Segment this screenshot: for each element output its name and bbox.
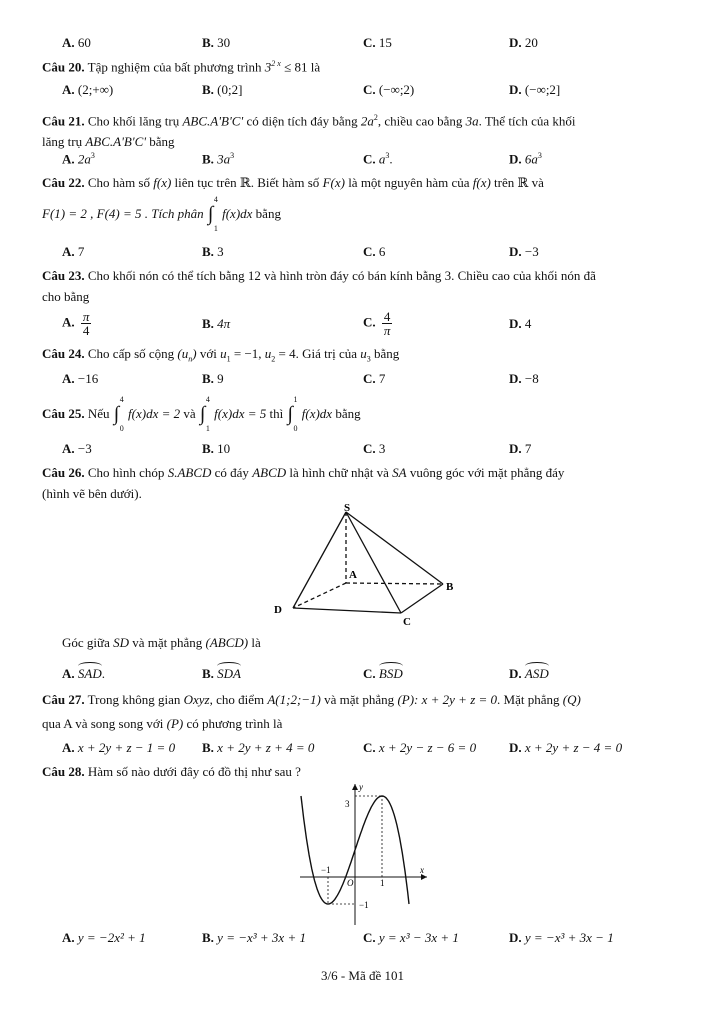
- y-label: y: [359, 782, 363, 792]
- q21-option-a: 2a: [77, 151, 91, 167]
- pyramid-figure: [268, 500, 468, 630]
- q24-option-b: 9: [217, 371, 224, 386]
- q20-option-c: (−∞;2): [378, 82, 415, 97]
- integral-sign: ∫ 4 1: [207, 195, 218, 233]
- q22-option-d: −3: [524, 244, 539, 259]
- page-footer: 3/6 - Mã đề 101: [320, 968, 405, 983]
- q28-option-a: y = −2x² + 1: [77, 930, 146, 945]
- q26-option-b: SDA: [217, 662, 241, 682]
- q27-option-d: x + 2y + z − 4 = 0: [524, 740, 623, 755]
- q26-option-c: BSD: [379, 662, 403, 682]
- edge-ad: [293, 583, 346, 608]
- q22-option-a: 7: [77, 244, 85, 259]
- q23-option-b: 4π: [217, 316, 231, 331]
- q22-option-c: 6: [378, 244, 386, 259]
- q23-option-a: $\frac{\pi}{4}$: [82, 309, 90, 338]
- edge-sb: [346, 512, 443, 584]
- tick-minus1-y: −1: [359, 900, 369, 910]
- q25-option-c: 3: [378, 441, 386, 456]
- q21-option-c: a: [378, 151, 386, 167]
- q27-option-a: x + 2y + z − 1 = 0: [77, 740, 176, 755]
- q28-option-b: y = −x³ + 3x + 1: [217, 930, 306, 945]
- q24-option-a: −16: [77, 371, 99, 386]
- label-d: D: [274, 604, 282, 616]
- tick-3: 3: [345, 799, 350, 809]
- q21-option-d: 6a: [524, 151, 538, 167]
- integral-sign: ∫ 4 0: [113, 395, 124, 433]
- q20-option-d: (−∞;2]: [524, 82, 561, 97]
- q28-option-c: y = x³ − 3x + 1: [378, 930, 459, 945]
- q24-option-d: −8: [524, 371, 539, 386]
- q25-option-b: 10: [217, 441, 231, 456]
- q26-stem: Câu 26. Cho hình chóp S.ABCD có đáy ABCD là hình chữ nhật và SA vuông góc với mặt phẳng đáy (hình vẽ bên dưới).: [42, 465, 565, 501]
- origin-label: O: [347, 878, 354, 888]
- label-b: B: [446, 581, 454, 593]
- edge-sd: [293, 512, 346, 608]
- edge-cb: [401, 584, 443, 613]
- label-c: C: [403, 616, 411, 628]
- q21-stem: Câu 21. Cho khối lăng trụ ABC.A'B'C' có diện tích đáy bằng $2a^2$, chiều cao bằng 3a. Thể tích của khối lăng trụ ABC.A'B'C' bằng: [42, 113, 576, 150]
- y-axis-arrow: [352, 784, 358, 790]
- q20-option-a: (2;+∞): [77, 82, 114, 97]
- integral-sign: ∫ 4 1: [199, 395, 210, 433]
- q26-option-a: SAD: [78, 662, 102, 682]
- q22-option-b: 3: [217, 244, 224, 259]
- label-a: A: [349, 569, 357, 581]
- q23-option-d: 4: [524, 316, 532, 331]
- q24-option-c: 7: [378, 371, 386, 386]
- q27-stem: Câu 27. Trong không gian Oxyz, cho điểm A(1;2;−1) và mặt phẳng (P): x + 2y + z = 0. Mặt phẳng (Q) qua A và song song với (P) có phương trình là: [42, 692, 581, 731]
- q28-option-d: y = −x³ + 3x − 1: [524, 930, 614, 945]
- q21-option-b: 3a: [217, 151, 231, 167]
- edge-ab: [346, 583, 443, 584]
- q23-stem: Câu 23. Cho khối nón có thể tích bằng 12 và hình tròn đáy có bán kính bằng 3. Chiều cao của khối nón đã cho bằng: [42, 268, 596, 304]
- q25-option-d: 7: [524, 441, 532, 456]
- x-label: x: [420, 865, 424, 875]
- edge-dc: [293, 608, 401, 613]
- label-s: S: [344, 502, 351, 514]
- q23-option-c: $\frac{4}{\pi}$: [383, 309, 391, 338]
- q27-option-b: x + 2y + z + 4 = 0: [217, 740, 315, 755]
- tick-1: 1: [380, 878, 385, 888]
- edge-sc: [346, 512, 401, 613]
- q27-option-c: x + 2y − z − 6 = 0: [378, 740, 477, 755]
- cubic-graph: [295, 780, 435, 925]
- q20-option-b: (0;2]: [217, 82, 243, 97]
- q23-options: A. $\frac{\pi}{4}$ B. 4π C. $\frac{4}{\pi}$ D. 4: [62, 309, 532, 338]
- q26-option-d: ASD: [525, 662, 549, 682]
- tick-minus1-x: −1: [321, 865, 331, 875]
- integral-sign: ∫ 1 0: [287, 395, 298, 433]
- q25-option-a: −3: [77, 441, 92, 456]
